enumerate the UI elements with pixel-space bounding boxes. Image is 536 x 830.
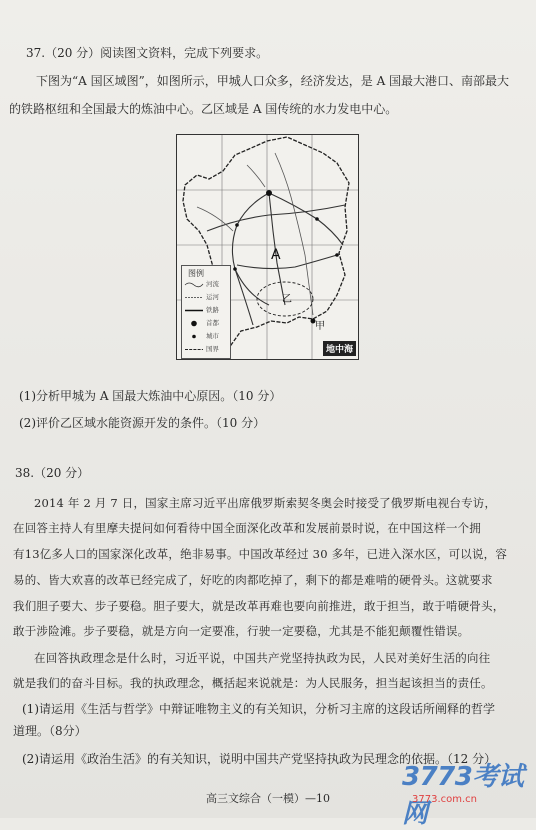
border-icon [184, 344, 204, 355]
page-footer: 高三文综合（一模）—10 [206, 792, 330, 805]
q38-p1-line-2: 在回答主持人有里摩夫提问如何看待中国全面深化改革和发展前景时说，在中国这样一个拥 [13, 521, 481, 535]
country-a-map [176, 134, 359, 360]
capital-marker [266, 190, 272, 196]
legend-item-canal: 运河 [184, 292, 230, 303]
q38-p1-line-4: 易的、皆大欢喜的改革已经完成了，好吃的肉都吃掉了，剩下的都是难啃的硬骨头。这就要求 [13, 573, 493, 587]
mediterranean-sea-label: 地中海 [323, 341, 356, 356]
railway-icon [184, 305, 204, 316]
legend-title: 图例 [188, 269, 204, 278]
q37-intro-line-1: 下图为“A 国区域图”，如图所示，甲城人口众多，经济发达，是 A 国最大港口、南部最大 [36, 74, 510, 88]
legend-item-city: 城市 [184, 331, 230, 342]
city-icon [184, 331, 204, 342]
q38-p1-line-1: 2014 年 2 月 7 日，国家主席习近平出席俄罗斯索契冬奥会时接受了俄罗斯电视台专访， [34, 496, 497, 510]
legend-item-railway: 铁路 [184, 305, 230, 316]
q38-sub-question-2: (2)请运用《政治生活》的有关知识，说明中国共产党坚持执政为民理念的依据。（12 分） [22, 752, 497, 766]
q38-header: 38.（20 分） [15, 466, 90, 480]
q37-sub-question-1: (1)分析甲城为 A 国最大炼油中心原因。（10 分） [19, 389, 282, 403]
country-a-label: A [271, 247, 281, 263]
q37-header: 37.（20 分）阅读图文资料，完成下列要求。 [26, 46, 269, 60]
watermark-url: 3773.com.cn [412, 794, 477, 805]
q38-p1-line-5: 我们胆子要大、步子要稳。胆子要大，就是改革再难也要向前推进，敢于担当，敢于啃硬骨头， [13, 599, 505, 613]
q38-sub-question-1-line-1: (1)请运用《生活与哲学》中辩证唯物主义的有关知识，分析习主席的这段话所阐释的哲学 [22, 702, 496, 716]
capital-icon [184, 318, 204, 329]
map-legend [181, 265, 231, 359]
legend-item-river: 河流 [184, 279, 230, 290]
legend-item-capital: 首都 [184, 318, 230, 329]
q38-p1-line-3: 有13亿多人口的国家深化改革，绝非易事。中国改革经过 30 多年，已进入深水区，可以说，容 [13, 547, 508, 561]
q37-intro-line-2: 的铁路枢纽和全国最大的炼油中心。乙区域是 A 国传统的水力发电中心。 [9, 102, 398, 116]
watermark-logo: 3773考试网 [402, 762, 524, 829]
canal-icon [184, 292, 204, 303]
q37-sub-question-2: (2)评价乙区域水能资源开发的条件。（10 分） [19, 416, 266, 430]
q38-sub-question-1-line-2: 道理。（8分） [13, 724, 87, 738]
q38-p2-line-2: 就是我们的奋斗目标。我的执政理念，概括起来说就是：为人民服务，担当起该担当的责任。 [13, 676, 493, 690]
city-jia-label: 甲 [315, 321, 325, 332]
river-icon [184, 279, 204, 290]
q38-p2-line-1: 在回答执政理念是什么时，习近平说，中国共产党坚持执政为民，人民对美好生活的向往 [34, 651, 491, 665]
q38-p1-line-6: 敢于涉险滩。步子要稳，就是方向一定要准，行驶一定要稳，尤其是不能犯颠覆性错误。 [13, 624, 470, 638]
region-yi-label: 乙 [282, 294, 292, 305]
legend-item-border: 国界 [184, 344, 230, 355]
